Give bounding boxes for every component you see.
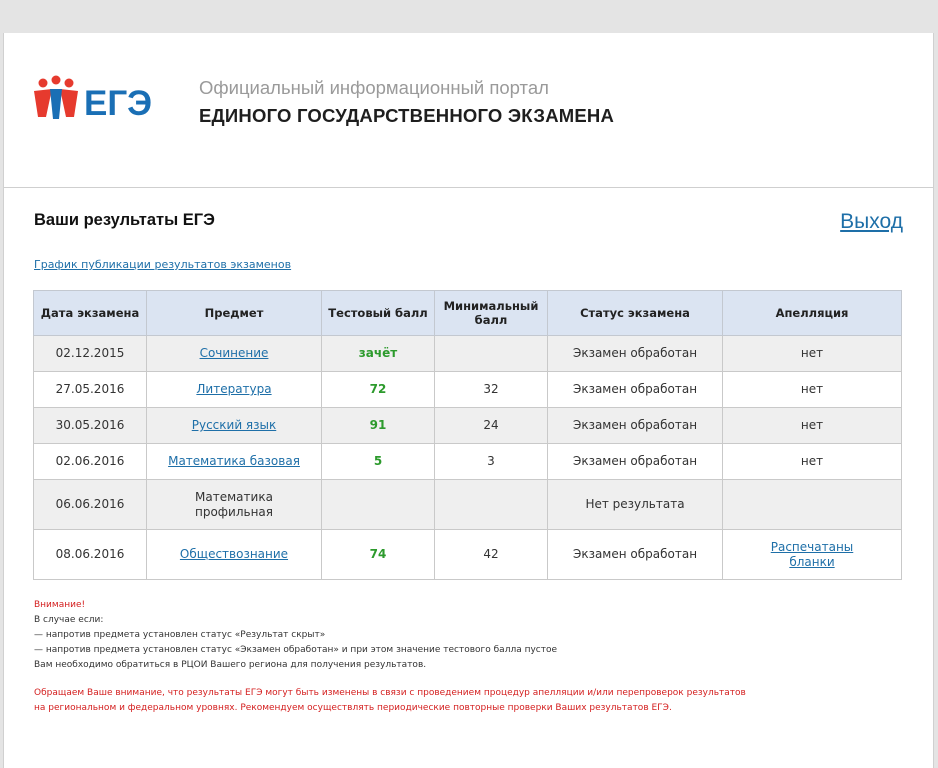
exam-date: 02.06.2016 — [55, 454, 125, 468]
portal-title: ЕДИНОГО ГОСУДАРСТВЕННОГО ЭКЗАМЕНА — [199, 105, 615, 126]
test-score: 91 — [369, 418, 387, 432]
table-row — [34, 372, 902, 408]
table-row — [34, 336, 902, 372]
exam-status: Экзамен обработан — [572, 346, 698, 360]
exam-date-cell — [34, 408, 147, 444]
logout-link[interactable]: Выход — [840, 210, 903, 233]
results-table — [33, 290, 902, 580]
table-row — [34, 480, 902, 530]
appeal-link-cell — [723, 530, 902, 580]
page — [3, 33, 934, 768]
test-score: 5 — [373, 454, 383, 468]
subject-link[interactable]: Математика базовая — [168, 454, 300, 468]
warning-line-2: на региональном и федеральном уровнях. Рекомендуем осуществлять периодические повторные проверки Ваших результатов ЕГЭ. — [34, 703, 672, 713]
top-bar — [0, 0, 938, 33]
appeal-value-cell — [723, 372, 902, 408]
table-header-row — [34, 291, 902, 336]
exam-date-cell — [34, 372, 147, 408]
subject-link-cell — [147, 444, 322, 480]
min-score-cell — [435, 336, 548, 372]
portal-subtitle: Официальный информационный портал — [199, 77, 549, 98]
exam-status: Экзамен обработан — [572, 418, 698, 432]
appeal-value-cell — [723, 336, 902, 372]
test-score: 72 — [369, 382, 387, 396]
col-header-date: Дата экзамена — [34, 291, 147, 336]
min-score-cell — [435, 444, 548, 480]
subject-text: Математика профильная — [194, 489, 274, 519]
exam-status: Экзамен обработан — [572, 454, 698, 468]
subject-link[interactable]: Сочинение — [199, 346, 269, 360]
col-header-appeal: Апелляция — [723, 291, 902, 336]
exam-date-cell — [34, 336, 147, 372]
exam-date: 27.05.2016 — [55, 382, 125, 396]
appeal-value-cell — [723, 480, 902, 530]
attention-label: Внимание! — [34, 600, 86, 610]
min-score-cell — [435, 480, 548, 530]
min-score: 3 — [487, 454, 495, 468]
schedule-link[interactable]: График публикации результатов экзаменов — [34, 258, 292, 271]
exam-date-cell — [34, 480, 147, 530]
appeal-value: нет — [800, 418, 824, 432]
col-header-subject: Предмет — [147, 291, 322, 336]
exam-date: 06.06.2016 — [55, 497, 125, 511]
ege-logo-text: ЕГЭ — [84, 84, 153, 123]
subject-text-cell — [147, 480, 322, 530]
exam-date: 02.12.2015 — [55, 346, 125, 360]
test-score-cell — [322, 408, 435, 444]
appeal-value: нет — [800, 454, 824, 468]
min-score: 24 — [483, 418, 499, 432]
exam-status: Экзамен обработан — [572, 382, 698, 396]
test-score: 74 — [369, 547, 387, 561]
exam-status-cell — [548, 408, 723, 444]
site-header — [4, 33, 933, 188]
exam-status-cell — [548, 480, 723, 530]
note-if-case: В случае если: — [34, 615, 104, 625]
exam-status-cell — [548, 336, 723, 372]
subject-link-cell — [147, 408, 322, 444]
min-score-cell — [435, 372, 548, 408]
subject-link-cell — [147, 372, 322, 408]
subject-link[interactable]: Литература — [196, 382, 272, 396]
appeal-value-cell — [723, 444, 902, 480]
exam-status-cell — [548, 530, 723, 580]
min-score: 32 — [483, 382, 499, 396]
col-header-status: Статус экзамена — [548, 291, 723, 336]
table-row — [34, 408, 902, 444]
min-score-cell — [435, 408, 548, 444]
note-contact: Вам необходимо обратиться в РЦОИ Вашего региона для получения результатов. — [34, 660, 427, 670]
appeal-value-cell — [723, 408, 902, 444]
col-header-min-score: Минимальный балл — [435, 291, 548, 336]
col-header-score: Тестовый балл — [322, 291, 435, 336]
exam-date: 08.06.2016 — [55, 547, 125, 561]
results-title: Ваши результаты ЕГЭ — [34, 211, 215, 229]
min-score-cell — [435, 530, 548, 580]
exam-date-cell — [34, 444, 147, 480]
exam-status-cell — [548, 444, 723, 480]
table-row — [34, 444, 902, 480]
test-score-cell — [322, 372, 435, 408]
test-score-cell — [322, 530, 435, 580]
appeal-value: нет — [800, 382, 824, 396]
appeal-link[interactable]: Распечатаны бланки — [770, 539, 854, 569]
warning-line-1: Обращаем Ваше внимание, что результаты ЕГЭ могут быть изменены в связи с проведением процедур апелляции и/или перепроверок результатов — [34, 688, 746, 698]
subject-link[interactable]: Русский язык — [191, 418, 277, 432]
ege-logo[interactable] — [30, 73, 165, 125]
min-score: 42 — [483, 547, 499, 561]
note-case-2: — напротив предмета установлен статус «Экзамен обработан» и при этом значение тестового балла пустое — [34, 645, 558, 655]
exam-date: 30.05.2016 — [55, 418, 125, 432]
subject-link[interactable]: Обществознание — [179, 547, 289, 561]
exam-date-cell — [34, 530, 147, 580]
test-score-cell — [322, 480, 435, 530]
subject-link-cell — [147, 336, 322, 372]
appeal-value: нет — [800, 346, 824, 360]
exam-status: Экзамен обработан — [572, 547, 698, 561]
exam-status: Нет результата — [585, 497, 685, 511]
test-score-cell — [322, 336, 435, 372]
test-score: зачёт — [358, 346, 398, 360]
test-score-cell — [322, 444, 435, 480]
exam-status-cell — [548, 372, 723, 408]
table-row — [34, 530, 902, 580]
subject-link-cell — [147, 530, 322, 580]
note-case-1: — напротив предмета установлен статус «Результат скрыт» — [34, 630, 326, 640]
notes — [34, 598, 746, 716]
